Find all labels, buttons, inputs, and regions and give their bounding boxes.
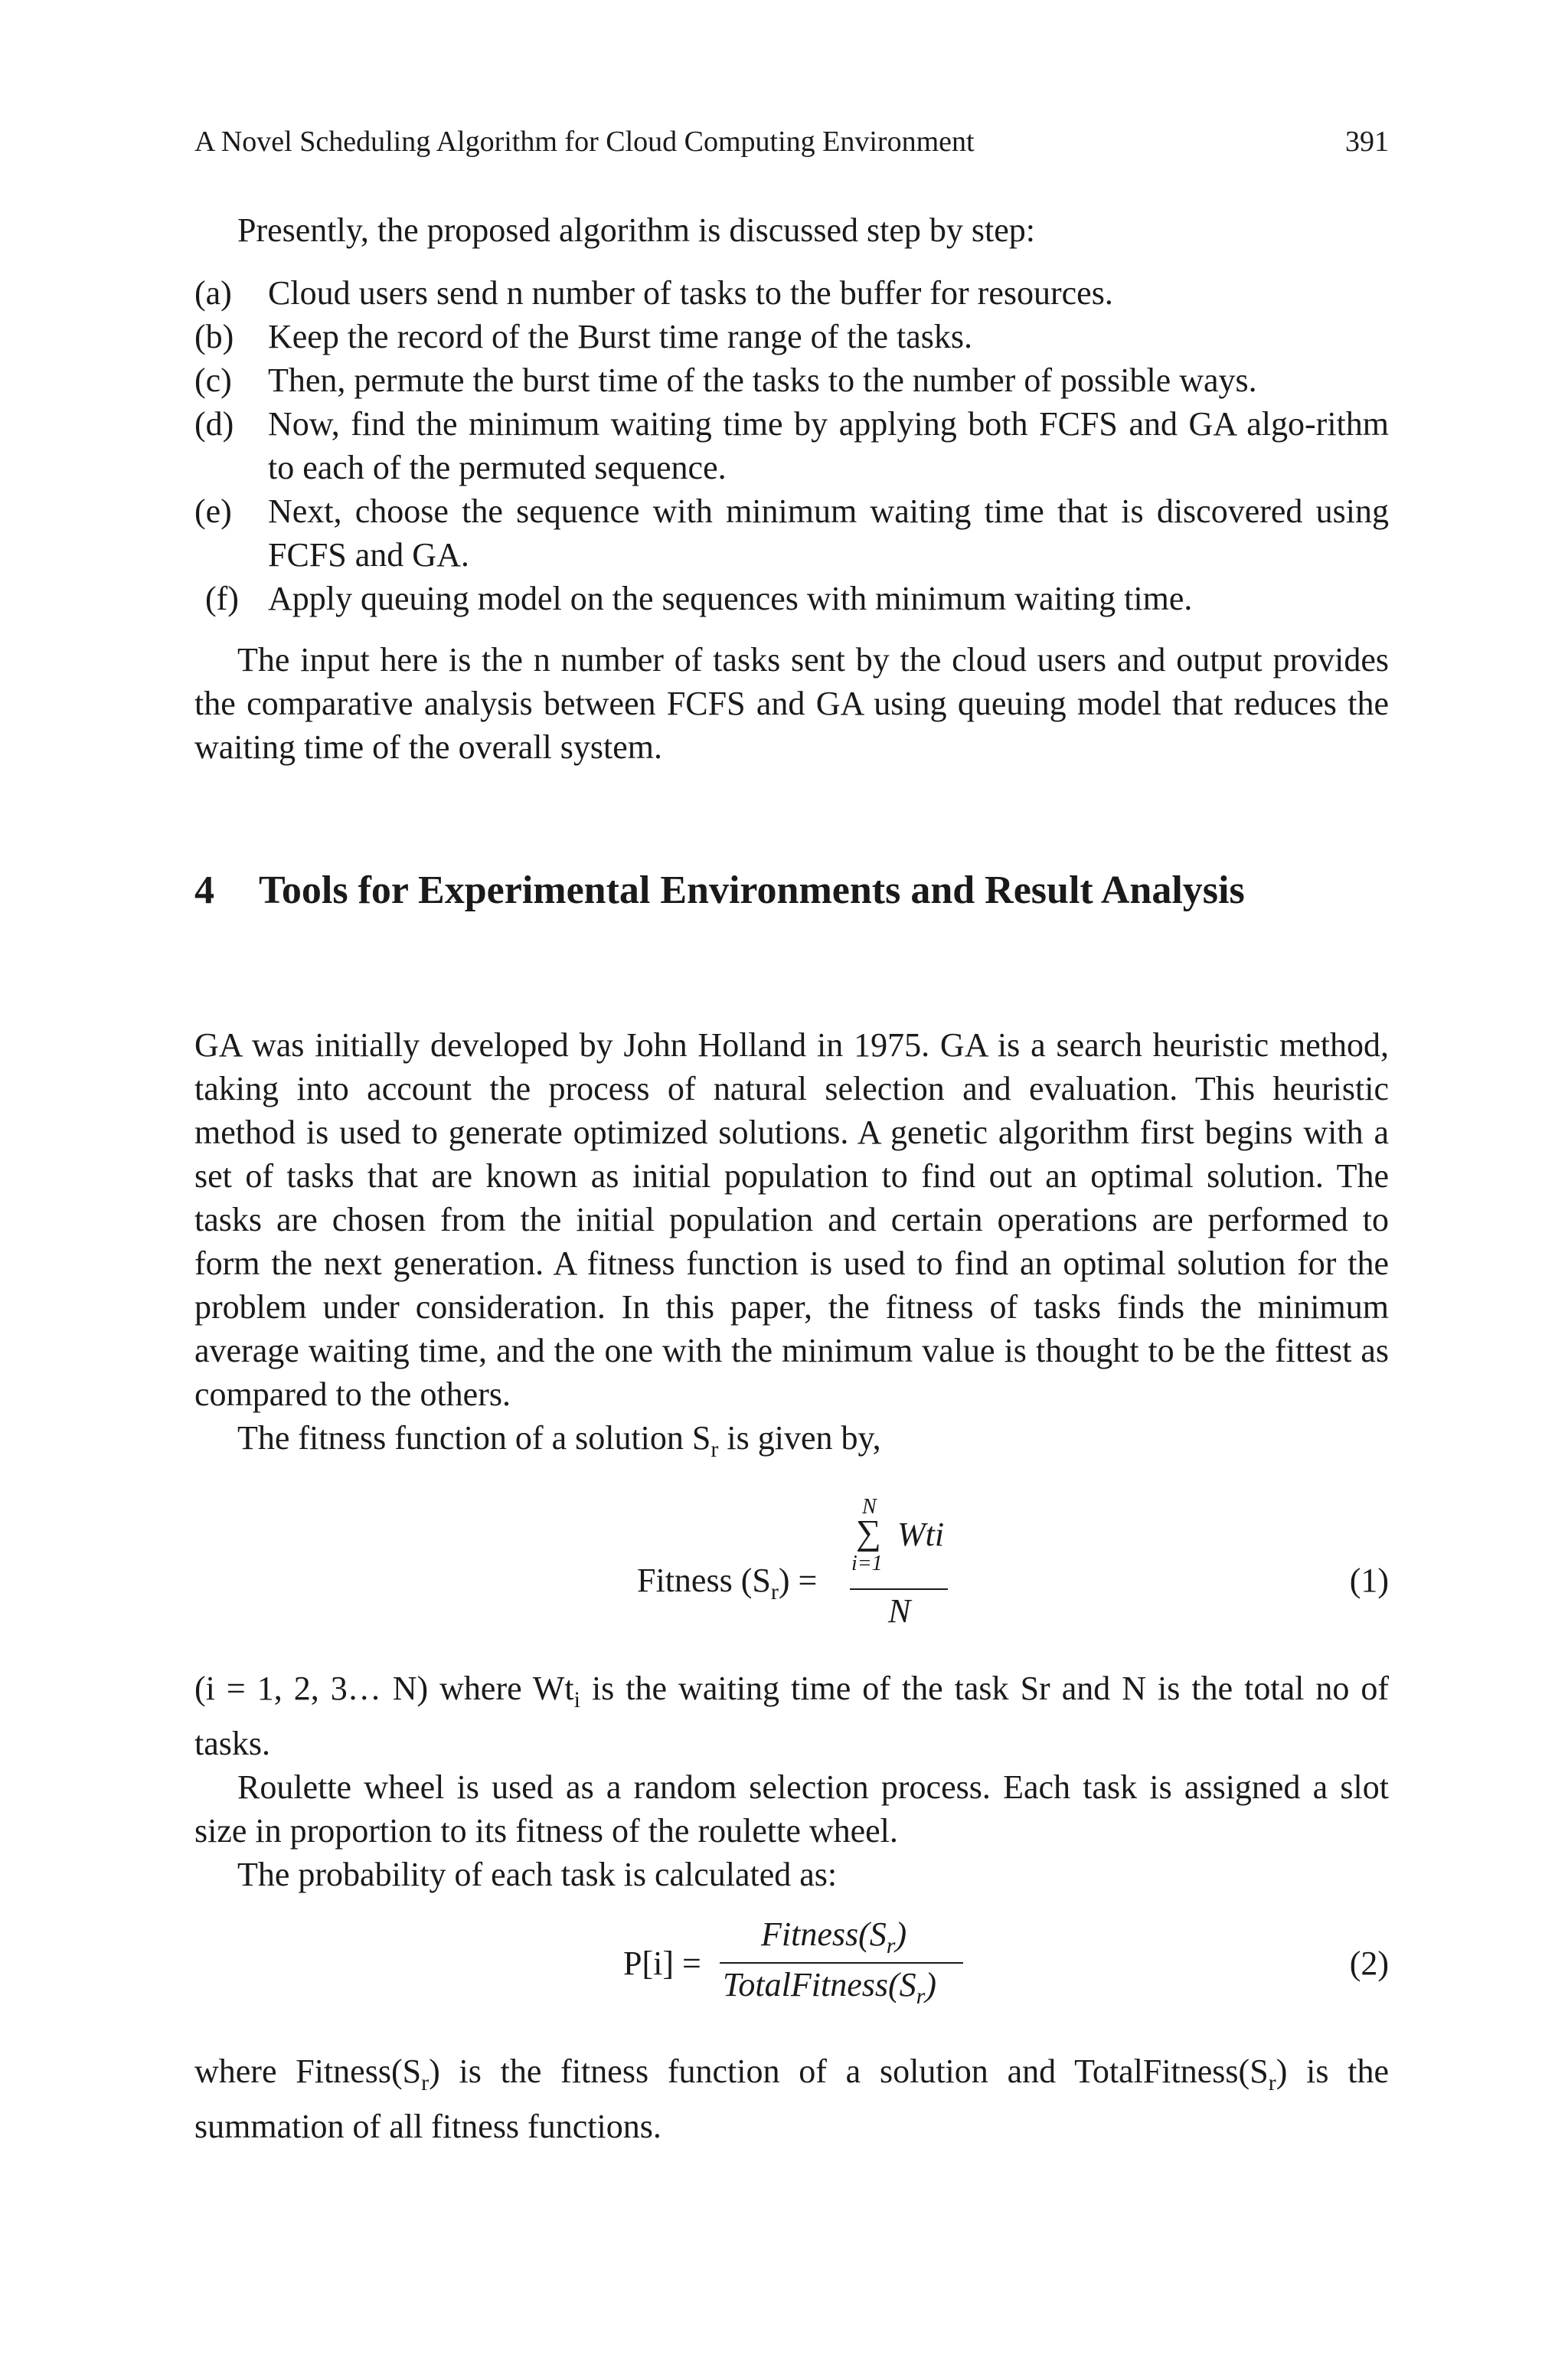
eq1-note-tail: is the waiting time of the task Sr and N is the total no of tasks.	[194, 1670, 1389, 1762]
step-item	[194, 358, 1389, 402]
ga-section-body	[194, 1023, 1389, 1471]
eq2-fraction-bar	[720, 1962, 963, 1964]
subscript: r	[886, 1933, 896, 1958]
subscript: r	[916, 1984, 926, 2009]
ga-paragraph: GA was initially developed by John Holland in 1975. GA is a search heuristic method, taking into account the process of natural selection and evaluation. This heuristic method is used to generate optimized solutions. A genetic algorithm first begins with a set of tasks that are known as initial population to find out an optimal solution. The tasks are chosen from the initial population and certain operations are performed to form the next generation. A fitness function is used to find an optimal solution for the problem under consideration. In this paper, the fitness of tasks finds the minimum average waiting time, and the one with the minimum value is thought to be the fittest as compared to the others.	[194, 1026, 1389, 1413]
step-item	[194, 577, 1389, 620]
subscript: r	[710, 1437, 719, 1462]
sum-symbol: ∑	[856, 1513, 881, 1552]
algorithm-steps-list	[194, 271, 1389, 620]
eq2-denominator-text: TotalFitness(S	[723, 1966, 916, 2003]
equation-number: (1)	[1349, 1562, 1389, 1599]
subscript: r	[770, 1579, 779, 1604]
step-label: (b)	[194, 318, 234, 355]
subscript: i	[573, 1687, 580, 1712]
eq2-numerator	[761, 1915, 906, 1959]
fitness-intro-text: The fitness function of a solution S	[237, 1419, 711, 1457]
input-output-paragraph: The input here is the n number of tasks sent by the cloud users and output provides the comparative analysis between FCFS and GA using queuing model that reduces the waiting time of the overall system.	[194, 641, 1389, 766]
eq1-denominator: N	[888, 1592, 911, 1630]
roulette-paragraph: Roulette wheel is used as a random selection process. Each task is assigned a slot size in proportion to its fitness of the roulette wheel.	[194, 1768, 1389, 1850]
section-number: 4	[194, 868, 214, 912]
eq1-note	[194, 1667, 1389, 1765]
step-label: (e)	[194, 492, 232, 530]
eq2-denominator-close: )	[925, 1966, 936, 2003]
eq2-numerator-close: )	[895, 1915, 907, 1953]
closing-text: where Fitness(S	[194, 2053, 422, 2090]
closing-text: ) is the fitness function of a solution and TotalFitness(S	[429, 2053, 1269, 2090]
step-text: Next, choose the sequence with minimum waiting time that is discovered using FCFS and GA.	[268, 492, 1389, 574]
step-item	[194, 402, 1389, 489]
eq1-lhs-close: ) =	[778, 1562, 818, 1599]
steps-intro: Presently, the proposed algorithm is discussed step by step:	[237, 211, 1036, 249]
closing-section	[194, 2049, 1389, 2148]
running-head-title: A Novel Scheduling Algorithm for Cloud Computing Environment	[194, 126, 975, 158]
step-text: Now, find the minimum waiting time by applying both FCFS and GA algo-rithm to each of the permuted sequence.	[268, 405, 1389, 486]
step-item	[194, 271, 1389, 315]
closing-paragraph	[194, 2049, 1389, 2148]
step-label: (f)	[205, 580, 239, 617]
subscript: r	[1268, 2070, 1276, 2095]
step-item	[194, 489, 1389, 577]
step-item	[194, 315, 1389, 358]
step-text: Then, permute the burst time of the tasks to the number of possible ways.	[268, 361, 1257, 399]
eq2-lhs: P[i] =	[623, 1945, 701, 1982]
eq1-lhs-text: Fitness (S	[637, 1562, 771, 1599]
equation-2	[194, 1915, 1389, 2014]
subscript: r	[421, 2070, 430, 2095]
fitness-intro	[194, 1416, 1389, 1471]
step-text: Cloud users send n number of tasks to the buffer for resources.	[268, 274, 1113, 312]
eq1-sum-term: Wti	[897, 1516, 945, 1553]
eq2-denominator	[723, 1965, 936, 2010]
eq1-note-text: (i = 1, 2, 3… N) where Wt	[194, 1670, 574, 1707]
probability-intro: The probability of each task is calculated as:	[237, 1856, 838, 1893]
eq1-explanation	[194, 1667, 1389, 1896]
section-title: Tools for Experimental Environments and Result Analysis	[259, 868, 1245, 912]
section-heading	[194, 865, 1389, 916]
equation-number: (2)	[1349, 1945, 1389, 1982]
eq1-fraction-bar	[850, 1588, 948, 1590]
equation-1	[194, 1493, 1389, 1647]
step-label: (c)	[194, 361, 232, 399]
eq1-sum-upper: N	[862, 1495, 877, 1519]
eq1-lhs	[637, 1561, 817, 1605]
step-label: (a)	[194, 274, 232, 312]
closing-text: ) is the summation of all fitness functions.	[194, 2053, 1389, 2145]
fitness-intro-tail: is given by,	[718, 1419, 881, 1457]
step-label: (d)	[194, 405, 234, 443]
step-text: Apply queuing model on the sequences with minimum waiting time.	[268, 580, 1193, 617]
eq2-numerator-text: Fitness(S	[761, 1915, 887, 1953]
eq1-sum-lower: i=1	[851, 1552, 883, 1575]
step-text: Keep the record of the Burst time range of the tasks.	[268, 318, 973, 355]
page-number: 391	[1345, 126, 1389, 158]
